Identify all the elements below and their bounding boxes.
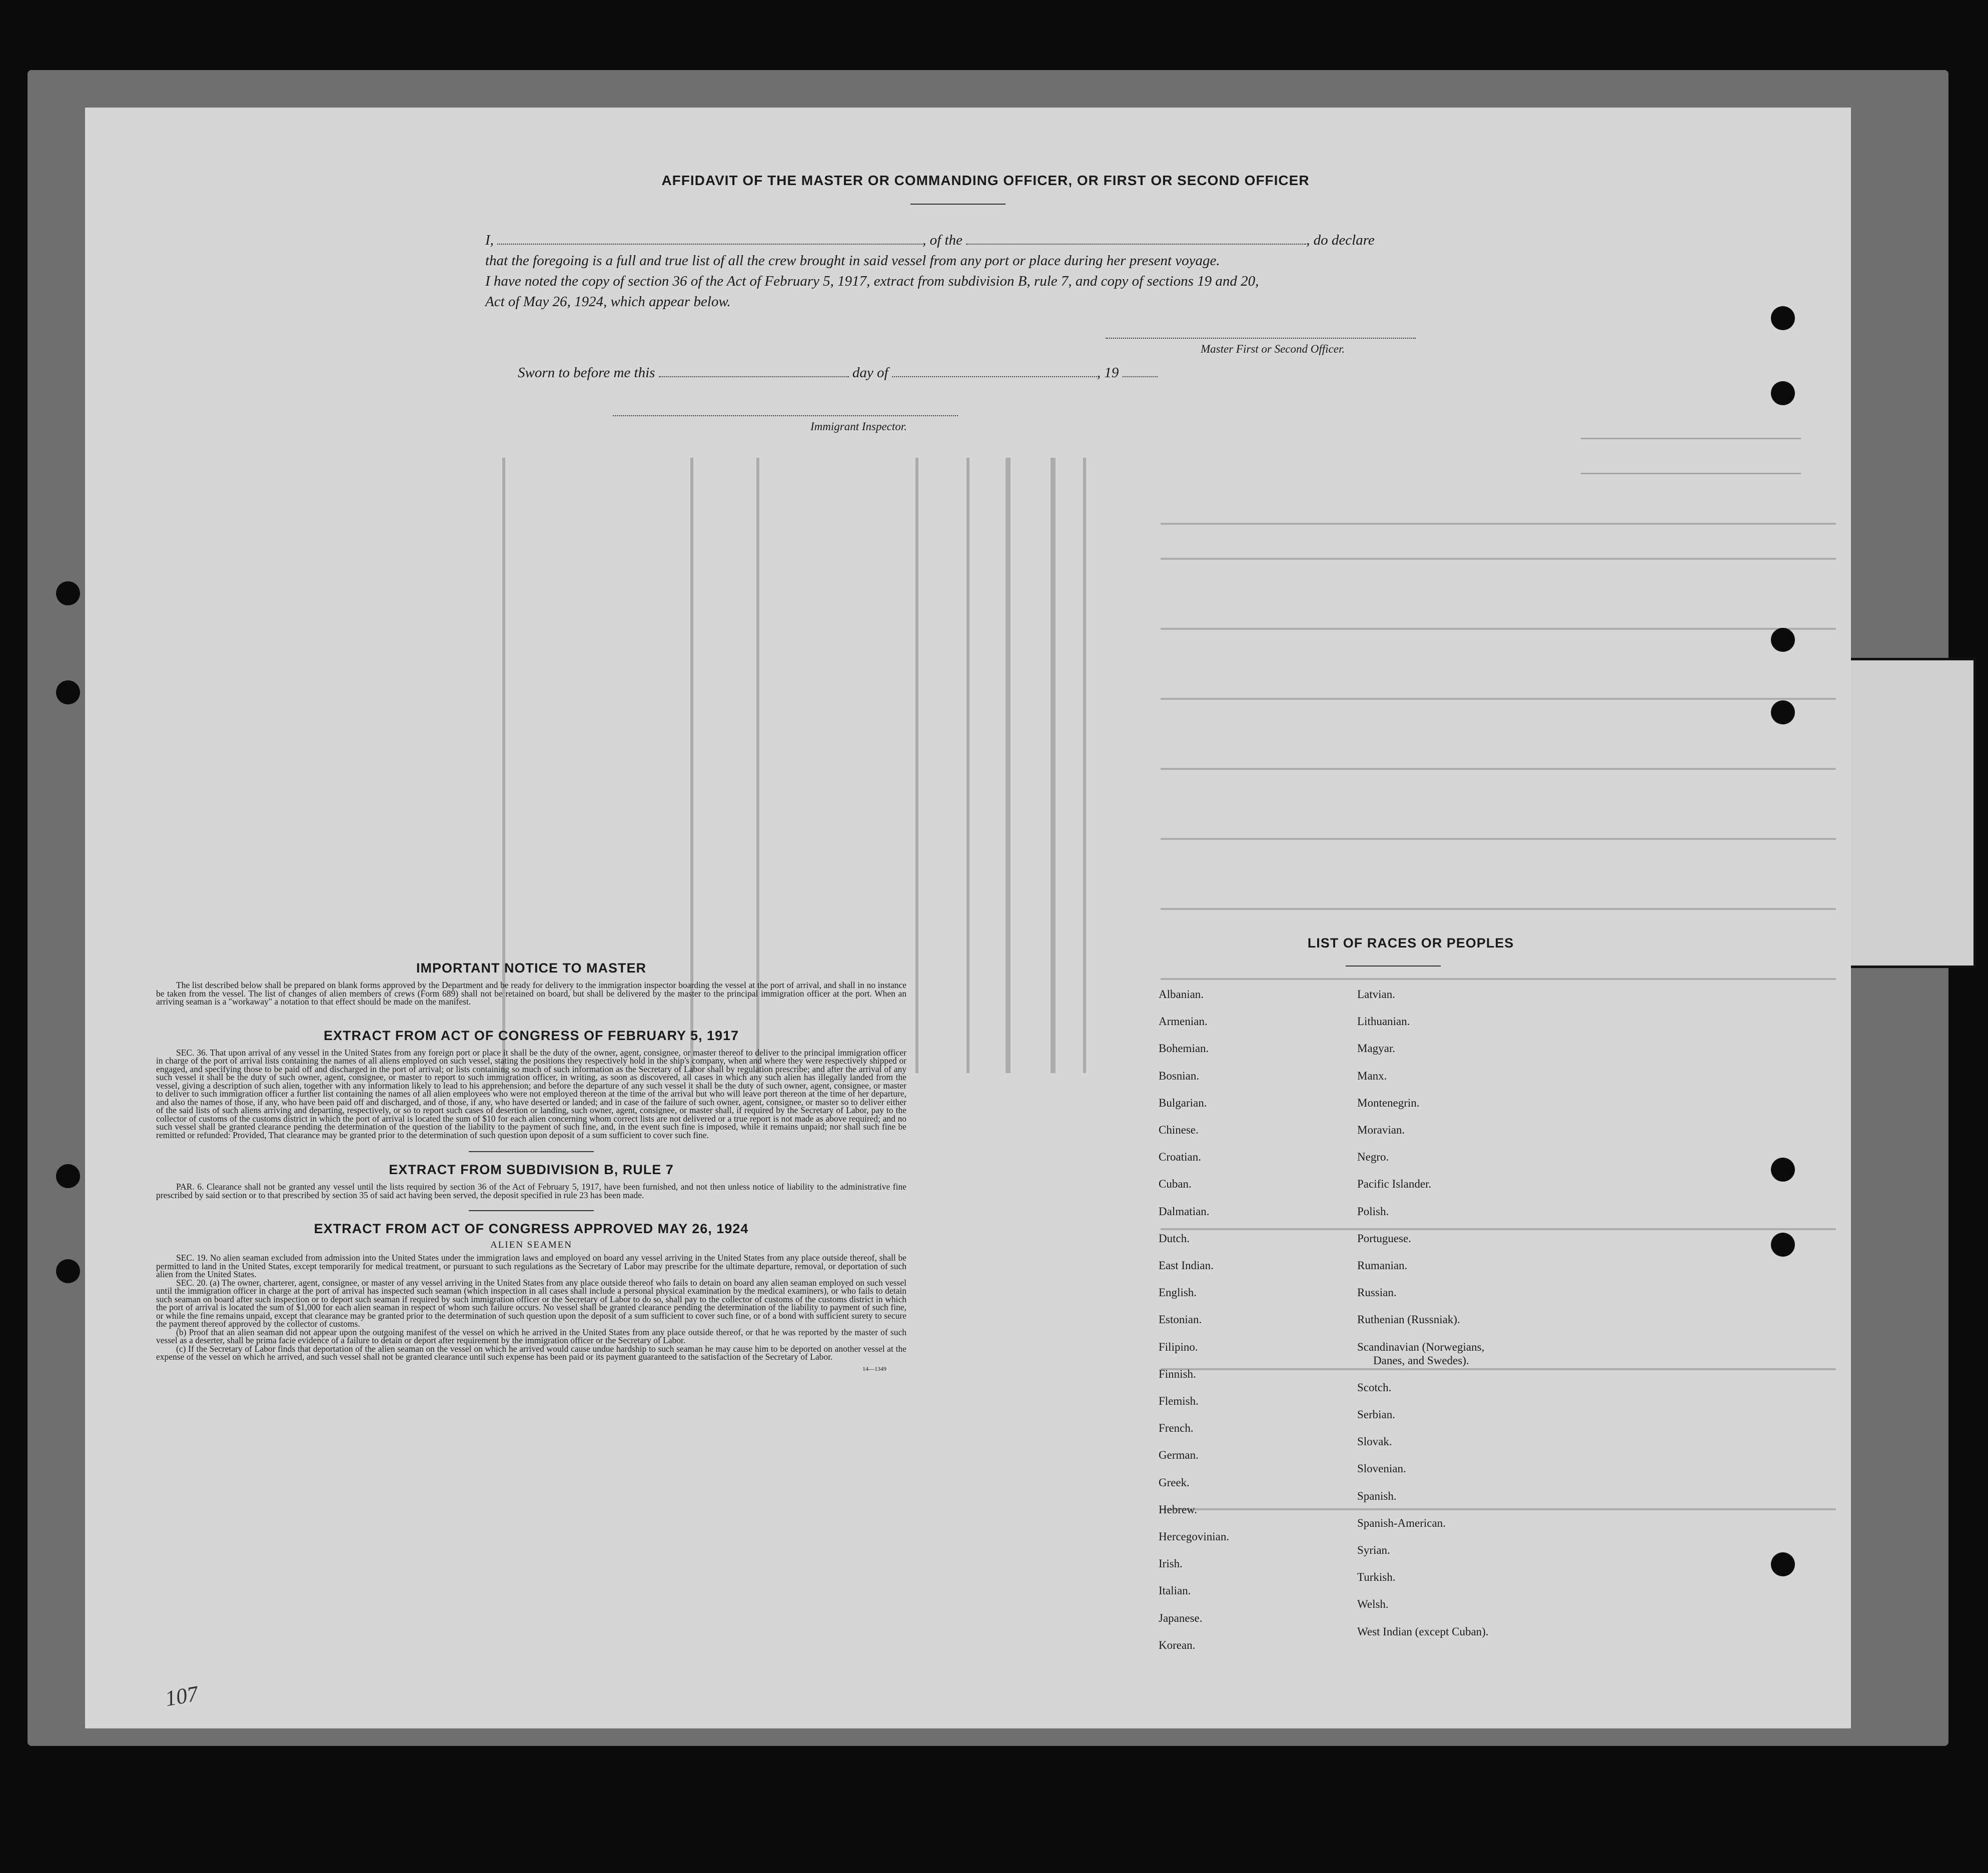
race-item: Bulgarian.: [1159, 1096, 1207, 1109]
bleed-column: [966, 458, 969, 1073]
extract-1924-subtitle: ALIEN SEAMEN: [490, 1240, 572, 1250]
race-item: Slovak.: [1357, 1435, 1392, 1448]
punch-hole: [56, 1259, 80, 1283]
race-item: German.: [1159, 1449, 1199, 1462]
race-item: French.: [1159, 1422, 1194, 1435]
race-item: Korean.: [1159, 1638, 1196, 1651]
race-item: Montenegrin.: [1357, 1096, 1420, 1109]
race-item: Bosnian.: [1159, 1069, 1200, 1082]
race-item: Spanish.: [1357, 1489, 1397, 1502]
punch-hole: [56, 1164, 80, 1188]
race-item: Polish.: [1357, 1205, 1389, 1218]
punch-hole: [1771, 700, 1795, 724]
race-item: Portuguese.: [1357, 1232, 1411, 1245]
race-item: Magyar.: [1357, 1042, 1396, 1055]
extract-1917-text: SEC. 36. That upon arrival of any vessel in the United States from any foreign port or place it shall be the duty of the owner, agent, consignee, or master thereof to deliver to the principal immigration officer in charge of the port of arrival lists containing the names of all aliens employed on such vessel, stating the positions they respectively hold in the ship's company, when and where they were respectively shipped or engaged, and specifying those to be paid off and discharged in the port of arrival; or lists containing so much of such information as the Secretary of Labor shall by regulation prescribe; and after the arrival of any such vessel it shall be the duty of such owner, agent, consignee, or master to report to such immigration officer, in writing, as soon as discovered, all cases in which any such alien has illegally landed from the vessel, giving a description of such alien, together with any information likely to lead to his apprehension; and before the departure of any such vessel it shall be the duty of such owner, agent, consignee, or master to deliver to such immigration officer a further list containing the names of all alien employees who were not employed thereon at the time of the arrival but who will leave port thereon at the time of her departure, and also the names of those, if any, who have been paid off and discharged, and of those, if any, who have deserted or landed; and in case of the failure of such owner, agent, consignee, or master so to deliver either of the said lists of such aliens arriving and departing, respectively, or so to report such cases of desertion or landing, such owner, agent, consignee, or master shall, if required by the Secretary of Labor, pay to the collector of customs of the customs district in which the port of arrival is located the sum of $10 for each alien concerning whom correct lists are not delivered or a true report is not made as above required; and no such vessel shall be granted clearance pending the determination of the question of the liability to the payment of such fine, and, in the event such fine is imposed, while it remains unpaid; nor shall such fine be remitted or refunded: Provided, That clearance may be granted prior to the determination of such question upon deposit of a sum sufficient to cover such fine.: [156, 1047, 906, 1140]
race-item: Pacific Islander.: [1357, 1178, 1432, 1191]
race-item: Italian.: [1159, 1584, 1191, 1597]
bleed-row: [1161, 1228, 1836, 1230]
sec20a-text: SEC. 20. (a) The owner, charterer, agent, consignee, or master of any vessel arriving in the United States from any place outside thereof who fails to detain on board any alien seaman employed on such vessel until the immigration officer in charge at the port of arrival has inspected such seaman (which inspection in all cases shall include a personal physical examination by the medical examiners), or who fails to detain such seaman on board after such inspection or to deport such seaman if required by such immigration officer or the Secretary of Labor to do so, shall pay to the collector of customs of the customs district in which the port of arrival is located the sum of $1,000 for each alien seaman in respect of whom such failure occurs. No vessel shall be granted clearance pending the determination of the liability to payment of such fine, or while the fine remains unpaid, except that clearance may be granted prior to the determination of such question upon the deposit of a sum sufficient to cover such fine, or of a bond with sufficient surety to secure the payment thereof approved by the collector of customs.: [156, 1277, 906, 1329]
race-item: Moravian.: [1357, 1124, 1405, 1136]
bleed-row: [1581, 438, 1801, 439]
name-blank[interactable]: [497, 233, 922, 245]
bleed-row: [1161, 768, 1836, 770]
race-item: Croatian.: [1159, 1151, 1201, 1164]
race-item: Filipino.: [1159, 1340, 1198, 1353]
divider: [910, 204, 1006, 205]
inspector-caption: Immigrant Inspector.: [810, 420, 907, 433]
rule7-text: PAR. 6. Clearance shall not be granted any vessel until the lists required by section 36 of the Act of February 5, 1917, have been furnished, and not then unless notice of liability to the administrative fine prescribed by said section or to that prescribed by section 35 of said act having been served, the deposit specified in rule 23 has been made.: [156, 1182, 906, 1200]
punch-hole: [1771, 1233, 1795, 1257]
sec20b-text: (b) Proof that an alien seaman did not appear upon the outgoing manifest of the vessel on which he arrived in the United States from any place outside thereof, or that he was reported by the master of such vessel as a deserter, shall be prima facie evidence of a failure to detain or deport after requirement by the immigration officer or the Secretary of Labor.: [156, 1327, 906, 1345]
affidavit-body: [485, 230, 1536, 312]
race-item: Latvian.: [1357, 988, 1395, 1001]
form-number: 14—1349: [862, 1365, 886, 1372]
race-item: Armenian.: [1159, 1015, 1208, 1028]
divider: [469, 1210, 594, 1211]
punch-hole: [1771, 306, 1795, 330]
race-item: East Indian.: [1159, 1259, 1214, 1272]
race-item: Hebrew.: [1159, 1503, 1198, 1516]
notice-title: IMPORTANT NOTICE TO MASTER: [416, 961, 646, 976]
bleed-column: [915, 458, 918, 1073]
bleed-row: [1581, 473, 1801, 474]
race-item: Rumanian.: [1357, 1259, 1408, 1272]
sworn-line: Sworn to before me this day of , 19: [518, 363, 1368, 383]
race-item: Turkish.: [1357, 1571, 1396, 1584]
bleed-column: [1083, 458, 1086, 1073]
bleed-row: [1161, 698, 1836, 700]
punch-hole: [1771, 1158, 1795, 1182]
sec20c-text: (c) If the Secretary of Labor finds that deportation of the alien seaman on the vessel on which he arrived would cause undue hardship to such seaman he may cause him to be deported on another vessel at the expense of the vessel on which he arrived, and such vessel shall not be granted clearance until such expense has been paid or its payment guaranteed to the satisfaction of the Secretary of Labor.: [156, 1343, 906, 1362]
sworn-month-blank[interactable]: [892, 365, 1097, 377]
race-item: Finnish.: [1159, 1367, 1196, 1380]
bleed-column: [1051, 458, 1056, 1073]
bleed-row: [1161, 558, 1836, 560]
race-item: Scandinavian (Norwegians,: [1357, 1340, 1485, 1353]
bleed-row: [1161, 978, 1836, 980]
handwritten-mark: 107: [163, 1681, 200, 1711]
master-signature-caption: Master First or Second Officer.: [1201, 343, 1345, 355]
race-item: Lithuanian.: [1357, 1015, 1410, 1028]
race-item: Spanish-American.: [1357, 1516, 1446, 1529]
divider: [1346, 966, 1441, 967]
race-item: Japanese.: [1159, 1611, 1203, 1624]
race-item: Welsh.: [1357, 1598, 1389, 1611]
race-item: Manx.: [1357, 1069, 1387, 1082]
race-item: Slovenian.: [1357, 1462, 1406, 1475]
race-item-continuation: Danes, and Swedes).: [1373, 1354, 1469, 1367]
sec19-text: SEC. 19. No alien seaman excluded from admission into the United States under the immigration laws and employed on board any vessel arriving in the United States from any place outside thereof, shall be permitted to land in the United States, except temporarily for medical treatment, or pursuant to such regulations as the Secretary of Labor may prescribe for the ultimate departure, removal, or deportation of such alien from the United States.: [156, 1253, 906, 1279]
race-item: Cuban.: [1159, 1178, 1192, 1191]
race-item: Negro.: [1357, 1151, 1389, 1164]
rule7-title: EXTRACT FROM SUBDIVISION B, RULE 7: [389, 1162, 674, 1177]
extract-1924-title: EXTRACT FROM ACT OF CONGRESS APPROVED MAY 26, 1924: [314, 1221, 749, 1236]
race-item: Albanian.: [1159, 988, 1204, 1001]
race-item: Hercegovinian.: [1159, 1530, 1230, 1543]
sworn-day-blank[interactable]: [659, 365, 849, 377]
race-item: Bohemian.: [1159, 1042, 1209, 1055]
race-item: Syrian.: [1357, 1544, 1390, 1556]
race-item: Greek.: [1159, 1476, 1190, 1489]
vessel-blank[interactable]: [966, 233, 1306, 245]
notice-text: The list described below shall be prepared on blank forms approved by the Department and be ready for delivery to the immigration inspector boarding the vessel at the port of arrival, and shall in no instance be taken from the vessel. The list of changes of alien members of crews (Form 689) shall not be retained on board, but shall be delivered by the master to the principal immigration officer at the port. When an arriving seaman is a "workaway" a notation to that effect should be made on the manifest.: [156, 980, 906, 1007]
affidavit-line-4: Act of May 26, 1924, which appear below.: [485, 294, 731, 310]
race-item: Dalmatian.: [1159, 1205, 1210, 1218]
affidavit-line-2: that the foregoing is a full and true list of all the crew brought in said vessel from any port or place during her present voyage.: [485, 253, 1220, 269]
bleed-row: [1161, 628, 1836, 630]
race-item: Chinese.: [1159, 1124, 1199, 1136]
race-item: Dutch.: [1159, 1232, 1190, 1245]
race-item: Russian.: [1357, 1286, 1397, 1299]
race-item: Irish.: [1159, 1557, 1183, 1570]
bleed-row: [1161, 523, 1836, 525]
affidavit-line-3: I have noted the copy of section 36 of the Act of February 5, 1917, extract from subdivision B, rule 7, and copy of sections 19 and 20,: [485, 273, 1259, 289]
punch-hole: [1771, 628, 1795, 652]
race-item: Serbian.: [1357, 1408, 1396, 1421]
affidavit-line-1: I, , of the , do declare: [485, 232, 1375, 248]
race-item: English.: [1159, 1286, 1197, 1299]
affidavit-title: AFFIDAVIT OF THE MASTER OR COMMANDING OFFICER, OR FIRST OR SECOND OFFICER: [661, 173, 1310, 188]
extract-1917-title: EXTRACT FROM ACT OF CONGRESS OF FEBRUARY 5, 1917: [323, 1028, 739, 1043]
divider: [469, 1151, 594, 1152]
bleed-column: [1006, 458, 1011, 1073]
punch-hole: [1771, 1552, 1795, 1576]
bleed-row: [1161, 838, 1836, 840]
race-item: Flemish.: [1159, 1395, 1199, 1407]
races-title: LIST OF RACES OR PEOPLES: [1307, 935, 1514, 951]
bleed-row: [1161, 1368, 1836, 1370]
race-item: Estonian.: [1159, 1313, 1202, 1326]
bleed-row: [1161, 1508, 1836, 1510]
left-notices: [156, 961, 906, 1373]
punch-hole: [56, 680, 80, 704]
punch-hole: [1771, 381, 1795, 405]
punch-hole: [56, 581, 80, 605]
race-item: West Indian (except Cuban).: [1357, 1625, 1489, 1638]
race-item: Ruthenian (Russniak).: [1357, 1313, 1460, 1326]
bleed-row: [1161, 908, 1836, 910]
manifest-page: [85, 108, 1851, 1728]
sworn-year-blank[interactable]: [1123, 365, 1158, 377]
race-item: Scotch.: [1357, 1381, 1392, 1394]
